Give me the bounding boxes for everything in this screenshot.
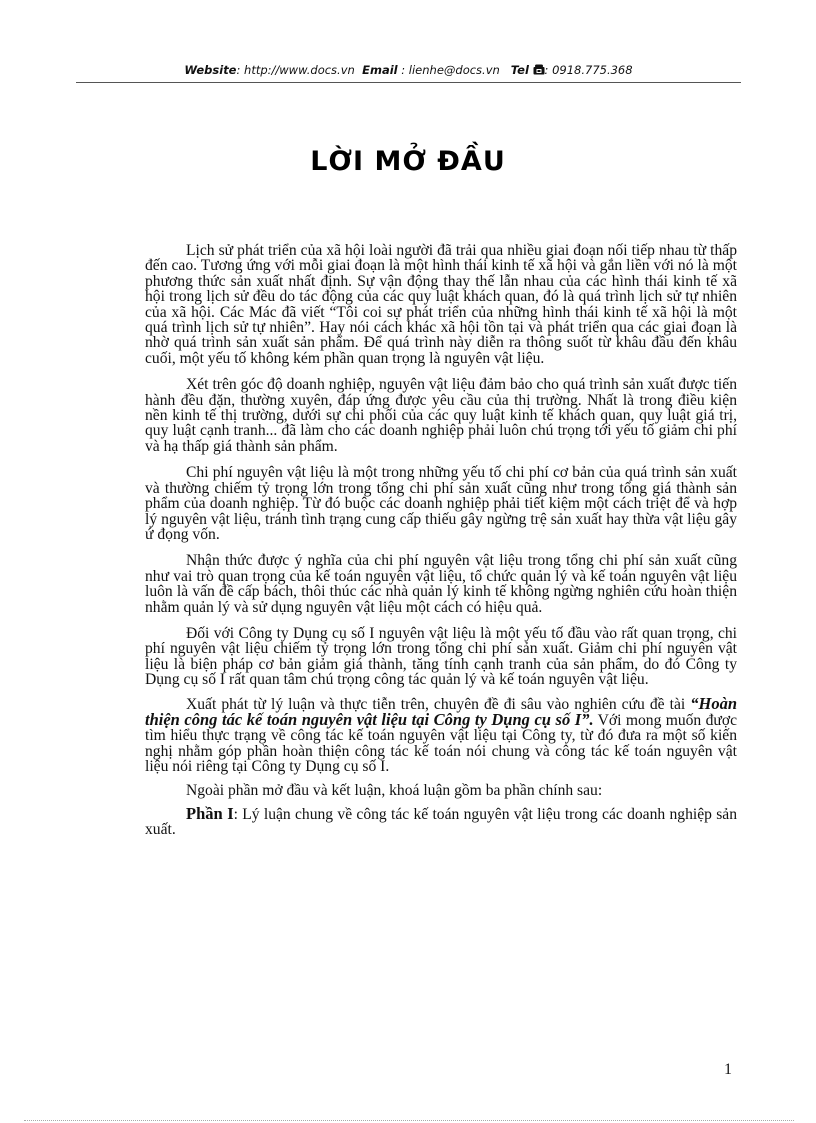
page-header <box>76 63 741 77</box>
document-body <box>145 243 737 849</box>
phone-icon <box>533 64 545 75</box>
part-one-paragraph <box>145 806 737 838</box>
page-title: LỜI MỞ ĐẦU <box>310 146 506 177</box>
website-label: Website <box>184 63 237 77</box>
part-one-text: : Lý luận chung về công tác kế toán nguyên vật liệu trong các doanh nghiệp sản xuất. <box>145 806 737 839</box>
email-value: : lienhe@docs.vn <box>401 63 500 77</box>
paragraph: Xét trên góc độ doanh nghiệp, nguyên vật liệu đảm bảo cho quá trình sản xuất được tiến hành đều đặn, thường xuyên, đáp ứng được yêu cầu của thị trường. Nhất là trong điều kiện nền kinh tế thị trường, dưới sự chi phối của các quy luật kinh tế khách quan, quy luật giá trị, quy luật cạnh tranh... đã làm cho các doanh nghiệp phải luôn chú trọng tới yếu tố giảm chi phí và hạ thấp giá thành sản phẩm. <box>145 376 737 455</box>
paragraph: Lịch sử phát triển của xã hội loài người đã trải qua nhiều giai đoạn nối tiếp nhau từ thấp đến cao. Tương ứng với mỗi giai đoạn là một hình thái kinh tế xã hội và gắn liền với nó là một phương thức sản xuất nhất định. Sự vận động thay thế lẫn nhau của các hình thái kinh tế xã hội trong lịch sử đều do tác động của các quy luật khách quan, đó là quá trình lịch sử tự nhiên của xã hội. Các Mác đã viết “Tôi coi sự phát triển của những hình thái kinh tế xã hội là một quá trình lịch sử tự nhiên”. Hay nói cách khác xã hội tồn tại và phát triển qua các giai đoạn là nhờ quá trình sản xuất sản phẩm. Để quá trình này diễn ra thông suốt từ khâu đầu đến khâu cuối, một yếu tố không kém phần quan trọng là nguyên vật liệu. <box>145 242 737 367</box>
tel-label: Tel <box>510 63 529 77</box>
paragraph: Chi phí nguyên vật liệu là một trong những yếu tố chi phí cơ bản của quá trình sản xuất và thường chiếm tỷ trọng lớn trong tổng chi phí sản xuất cũng như trong tổng giá thành sản phẩm của doanh nghiệp. Từ đó buộc các doanh nghiệp phải tiết kiệm một cách triệt để và hợp lý nguyên vật liệu, tránh tình trạng cung cấp thiếu gây ngừng trệ sản xuất hay thừa vật liệu gây ứ đọng vốn. <box>145 464 737 543</box>
topic-description: Với mong muốn được tìm hiểu thực trạng về công tác kế toán nguyên vật liệu tại Công ty, từ đó đưa ra một số kiến nghị nhằm góp phần hoàn thiện công tác kế toán nói chung và công tác kế toán nguyên vật liệu nói riêng tại Công ty Dụng cụ số I. <box>145 711 737 776</box>
website-value: : http://www.docs.vn <box>236 63 355 77</box>
email-label: Email <box>362 63 398 77</box>
paragraph: Đối với Công ty Dụng cụ số I nguyên vật liệu là một yếu tố đầu vào rất quan trọng, chi phí nguyên vật liệu chiếm tỷ trọng lớn trong tổng chi phí sản xuất. Giảm chi phí nguyên vật liệu là biện pháp cơ bản giảm giá thành, tăng tính cạnh tranh của sản phẩm, do đó Công ty Dụng cụ số I rất quan tâm chú trọng công tác quản lý và kế toán nguyên vật liệu. <box>145 624 737 689</box>
page-number: 1 <box>724 1061 732 1078</box>
structure-intro: Ngoài phần mở đầu và kết luận, khoá luận gồm ba phần chính sau: <box>186 781 603 799</box>
header-divider <box>76 82 741 83</box>
topic-paragraph <box>145 693 737 776</box>
part-one-label: Phần I <box>186 804 234 823</box>
footer-divider <box>24 1120 794 1121</box>
topic-title: “Hoàn thiện công tác kế toán nguyên vật liệu tại Công ty Dụng cụ số I”. <box>145 693 737 729</box>
topic-intro: Xuất phát từ lý luận và thực tiễn trên, chuyên đề đi sâu vào nghiên cứu đề tài <box>186 695 691 713</box>
paragraph: Nhận thức được ý nghĩa của chi phí nguyên vật liệu trong tổng chi phí sản xuất cũng như vai trò quan trọng của kế toán nguyên vật liệu, tổ chức quản lý và kế toán nguyên vật liệu luôn là vấn đề cấp bách, thôi thúc các nhà quản lý kinh tế không ngừng nghiên cứu hoàn thiện nhằm quản lý và sử dụng nguyên vật liệu một cách có hiệu quả. <box>145 552 737 616</box>
tel-value: : 0918.775.368 <box>544 63 633 77</box>
